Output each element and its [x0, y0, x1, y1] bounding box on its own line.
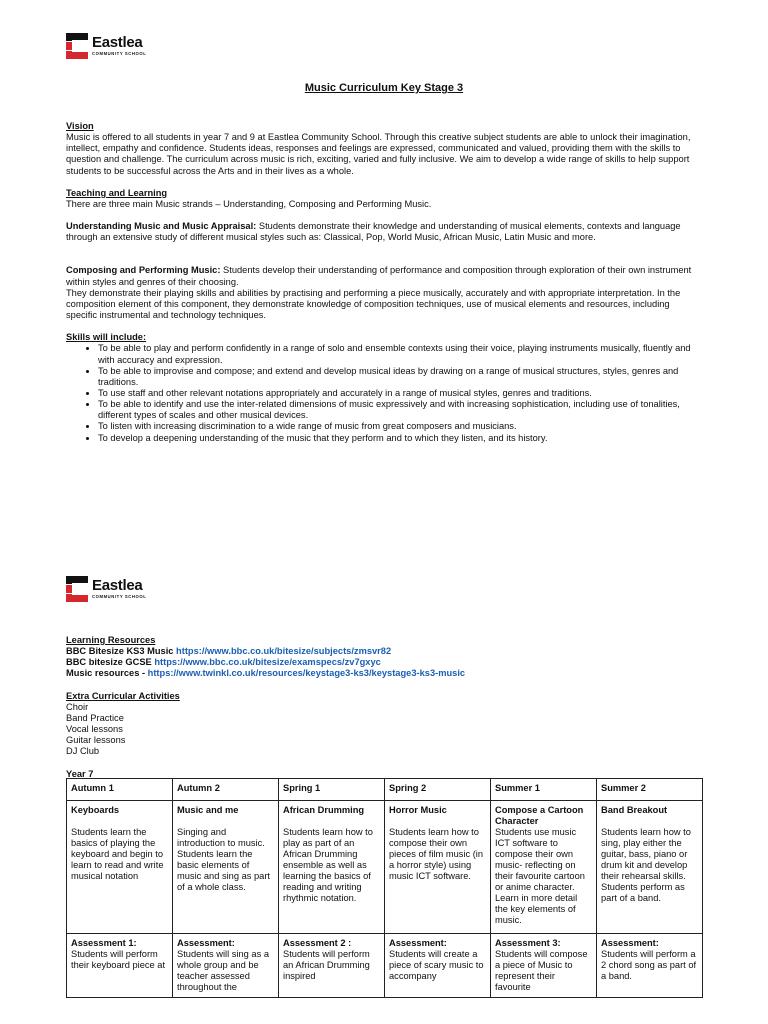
unit-text: Students learn how to compose their own pieces of film music (in a horror style) using music ICT software.: [389, 827, 484, 881]
resources-heading: Learning Resources: [66, 635, 156, 645]
unit-cell: [491, 801, 597, 934]
list-item: Choir: [66, 701, 89, 712]
assessment-cell: [67, 934, 173, 998]
vision-heading: Vision: [66, 121, 94, 131]
unit-cell: [67, 801, 173, 934]
assessment-cell: [385, 934, 491, 998]
table-row: [67, 779, 703, 801]
list-item: Band Practice: [66, 712, 124, 723]
assessment-text: Students will perform an African Drumming inspired: [283, 949, 370, 981]
logo-name: Eastlea: [92, 34, 143, 52]
logo-subtitle: COMMUNITY SCHOOL: [92, 51, 147, 57]
list-item: Vocal lessons: [66, 724, 123, 735]
logo-name: Eastlea: [92, 577, 143, 595]
resource-link[interactable]: https://www.bbc.co.uk/bitesize/examspecs/zv7gxyc: [154, 657, 381, 668]
resource-bbc-gcse: [66, 657, 702, 668]
unit-cell: [597, 801, 703, 934]
list-item: • To listen with increasing discrimination to a wide range of music from great composers and musicians.: [98, 421, 702, 432]
resource-bbc-ks3: [66, 646, 702, 657]
unit-cell: [279, 801, 385, 934]
composing-label: Composing and Performing Music:: [66, 265, 221, 276]
resource-label: BBC bitesize GCSE: [66, 657, 155, 668]
year-label: Year 7: [66, 768, 94, 779]
unit-title: Horror Music: [389, 805, 447, 815]
unit-text: Singing and introduction to music. Students learn the basic elements of music and sing as part of a whole class.: [177, 827, 271, 892]
list-item: • To be able to play and perform confidently in a range of solo and ensemble contexts using their voice, playing instruments musically, fluently and with accuracy and expression.: [98, 343, 702, 365]
unit-text: Students use music ICT software to compose their own music- reflecting on their favourite cartoon or anime character. Learn in more detail the key elements of music.: [495, 827, 585, 925]
unit-title: Music and me: [177, 805, 239, 815]
assessment-text: Students will create a piece of scary music to accompany: [389, 949, 484, 981]
unit-text: Students learn how to play as part of an African Drumming ensemble as well as learning the basics of reading and writing rhythmic notation.: [283, 827, 373, 903]
header-cell: Spring 2: [385, 779, 491, 801]
unit-title: African Drumming: [283, 805, 365, 815]
list-item: • To be able to identify and use the inter-related dimensions of music expressively and with increasing sophistication, including use of tonalities, different types of scales and other musical devices.: [98, 399, 702, 421]
table-row: [67, 934, 703, 998]
unit-cell: [173, 801, 279, 934]
assessment-title: Assessment 1:: [71, 938, 137, 948]
vision-text: Music is offered to all students in year 7 and 9 at Eastlea Community School. Through this creative subject students are able to unlock their imagination, intellect, empathy and confidence. Students ideas, responses and feelings are expressed, communicated and valued, providing them with the skills to question and challenge. The curriculum across music is rich, exciting, varied and fully inclusive. We aim to develop a wide range of skills to help support students to be successful across the Arts and in their lives as a whole.: [66, 132, 691, 176]
unit-text: Students learn how to sing, play either the guitar, bass, piano or drum kit and develop their rehearsal skills. Students perform as part of a band.: [601, 827, 691, 903]
header-cell: Spring 1: [279, 779, 385, 801]
resource-label: BBC Bitesize KS3 Music: [66, 646, 177, 657]
logo-subtitle: COMMUNITY SCHOOL: [92, 594, 147, 600]
assessment-text: Students will compose a piece of Music to represent their favourite: [495, 949, 588, 992]
list-item: • To use staff and other relevant notations appropriately and accurately in a range of musical styles, genres and traditions.: [98, 388, 702, 399]
assessment-cell: [491, 934, 597, 998]
logo-mark-icon: [66, 33, 88, 59]
teaching-text: There are three main Music strands – Understanding, Composing and Performing Music.: [66, 198, 432, 209]
page-title: Music Curriculum Key Stage 3: [304, 82, 464, 94]
header-cell: Autumn 1: [67, 779, 173, 801]
extra-heading: Extra Curricular Activities: [66, 690, 180, 701]
resource-link[interactable]: https://www.twinkl.co.uk/resources/keystage3-ks3/keystage3-ks3-music: [147, 668, 466, 679]
school-logo-2: [66, 576, 146, 602]
unit-title: Compose a Cartoon Character: [495, 805, 584, 826]
understanding-label: Understanding Music and Music Appraisal:: [66, 221, 257, 232]
assessment-text: Students will perform a 2 chord song as part of a band.: [601, 949, 697, 981]
unit-title: Band Breakout: [601, 805, 668, 815]
logo-mark-icon: [66, 576, 88, 602]
assessment-title: Assessment:: [389, 938, 447, 948]
curriculum-overview: [66, 121, 702, 444]
school-logo: [66, 33, 146, 59]
understanding-text: Students demonstrate their knowledge and understanding of musical elements, contexts and language through an extensive study of different musical styles such as: Classical, Pop, World Music, African Music, Latin Music and more.: [66, 221, 681, 243]
assessment-title: Assessment 3:: [495, 938, 561, 948]
composing-text: Students develop their understanding of performance and composition through exploration of their own instrument within styles and genres of their choosing.: [66, 265, 692, 287]
assessment-title: Assessment:: [601, 938, 659, 948]
unit-cell: [385, 801, 491, 934]
resource-twinkl: [66, 668, 702, 679]
list-item: • To develop a deepening understanding of the music that they perform and to which they listen, and its history.: [98, 433, 702, 444]
assessment-cell: [173, 934, 279, 998]
resource-link[interactable]: https://www.bbc.co.uk/bitesize/subjects/zmsvr82: [176, 646, 392, 657]
understanding-paragraph: [66, 221, 702, 243]
unit-title: Keyboards: [71, 805, 120, 815]
table-row: [67, 801, 703, 934]
header-cell: Summer 2: [597, 779, 703, 801]
header-cell: Summer 1: [491, 779, 597, 801]
resources-section: [66, 635, 702, 780]
assessment-title: Assessment 2 :: [283, 938, 352, 948]
composing-text-2: They demonstrate their playing skills and abilities by practising and performing a piece musically, accurately and with appropriate interpretation. In the composition element of this component, they demonstrate knowledge of composition techniques, use of musical elements and resources, including specific instrumental and technology techniques.: [66, 287, 681, 321]
header-cell: Autumn 2: [173, 779, 279, 801]
assessment-text: Students will sing as a whole group and be teacher assessed throughout the: [177, 949, 269, 992]
assessment-cell: [279, 934, 385, 998]
assessment-text: Students will perform their keyboard piece at: [71, 949, 166, 970]
unit-text: Students learn the basics of playing the keyboard and begin to learn to read and write musical notation: [71, 827, 164, 881]
skills-heading: Skills will include:: [66, 332, 147, 343]
composing-paragraph: [66, 265, 702, 287]
list-item: Guitar lessons: [66, 735, 126, 746]
assessment-cell: [597, 934, 703, 998]
list-item: • To be able to improvise and compose; and extend and develop musical ideas by drawing on a range of musical structures, styles, genres and traditions.: [98, 366, 702, 388]
teaching-heading: Teaching and Learning: [66, 187, 168, 198]
resource-label: Music resources -: [66, 668, 148, 679]
skills-list: [66, 343, 702, 443]
year7-curriculum-table: [66, 778, 703, 998]
list-item: DJ Club: [66, 746, 100, 757]
assessment-title: Assessment:: [177, 938, 235, 948]
